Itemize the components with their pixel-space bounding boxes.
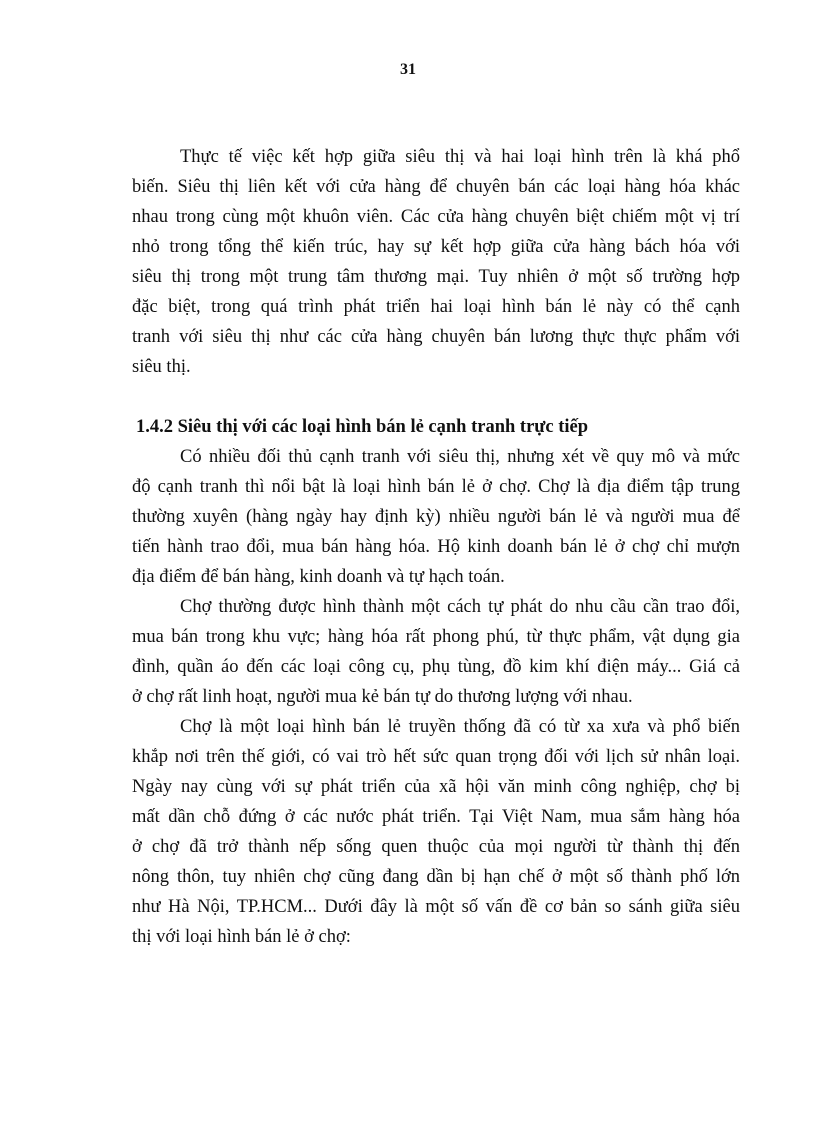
- text-line: tranh với siêu thị như các cửa hàng chuyên bán lương thực thực phẩm với: [132, 327, 740, 347]
- page-content: [132, 142, 740, 952]
- text-line: siêu thị.: [132, 357, 191, 377]
- text-line: Chợ thường được hình thành một cách tự phát do nhu cầu cần trao đổi,: [180, 597, 740, 617]
- paragraph-market-tradition: [132, 712, 740, 952]
- spacer: [132, 382, 740, 412]
- text-line: siêu thị trong một trung tâm thương mại. Tuy nhiên ở một số trường hợp: [132, 267, 740, 287]
- text-line: nhỏ trong tổng thể kiến trúc, hay sự kết hợp giữa cửa hàng bách hóa với: [132, 237, 740, 257]
- text-line: đình, quần áo đến các loại công cụ, phụ tùng, đồ kim khí điện máy... Giá cả: [132, 657, 740, 677]
- text-line: mua bán trong khu vực; hàng hóa rất phong phú, từ thực phẩm, vật dụng gia: [132, 627, 740, 647]
- text-line: độ cạnh tranh thì nổi bật là loại hình bán lẻ ở chợ. Chợ là địa điểm tập trung: [132, 477, 740, 497]
- text-line: thường xuyên (hàng ngày hay định kỳ) nhiều người bán lẻ và người mua để: [132, 507, 740, 527]
- text-line: tiến hành trao đổi, mua bán hàng hóa. Hộ kinh doanh bán lẻ ở chợ chỉ mượn: [132, 537, 740, 557]
- text-line: đặc biệt, trong quá trình phát triển hai loại hình bán lẻ này có thể cạnh: [132, 297, 740, 317]
- text-line: Thực tế việc kết hợp giữa siêu thị và hai loại hình trên là khá phổ: [180, 147, 740, 167]
- text-line: khắp nơi trên thế giới, có vai trò hết sức quan trọng đối với lịch sử nhân loại.: [132, 747, 740, 767]
- text-line: nông thôn, tuy nhiên chợ cũng đang dần bị hạn chế ở một số thành phố lớn: [132, 867, 740, 887]
- text-line: địa điểm để bán hàng, kinh doanh và tự hạch toán.: [132, 567, 505, 587]
- text-line: như Hà Nội, TP.HCM... Dưới đây là một số vấn đề cơ bản so sánh giữa siêu: [132, 897, 740, 917]
- text-line: nhau trong cùng một khuôn viên. Các cửa hàng chuyên biệt chiếm một vị trí: [132, 207, 740, 227]
- text-line: Chợ là một loại hình bán lẻ truyền thống đã có từ xa xưa và phổ biến: [180, 717, 740, 737]
- page-number: 31: [400, 61, 416, 78]
- section-heading: 1.4.2 Siêu thị với các loại hình bán lẻ cạnh tranh trực tiếp: [136, 417, 589, 437]
- text-line: Có nhiều đối thủ cạnh tranh với siêu thị, nhưng xét về quy mô và mức: [180, 447, 740, 467]
- paragraph-combination: [132, 142, 740, 382]
- paragraph-competitors: [132, 442, 740, 592]
- text-line: mất dần chỗ đứng ở các nước phát triển. Tại Việt Nam, mua sắm hàng hóa: [132, 807, 740, 827]
- text-line: biến. Siêu thị liên kết với cửa hàng để chuyên bán các loại hàng hóa khác: [132, 177, 740, 197]
- paragraph-market-formation: [132, 592, 740, 712]
- text-line: Ngày nay cùng với sự phát triển của xã hội văn minh công nghiệp, chợ bị: [132, 777, 740, 797]
- text-line: thị với loại hình bán lẻ ở chợ:: [132, 927, 351, 947]
- text-line: ở chợ rất linh hoạt, người mua kẻ bán tự do thương lượng với nhau.: [132, 687, 633, 707]
- text-line: ở chợ đã trở thành nếp sống quen thuộc của mọi người từ thành thị đến: [132, 837, 740, 857]
